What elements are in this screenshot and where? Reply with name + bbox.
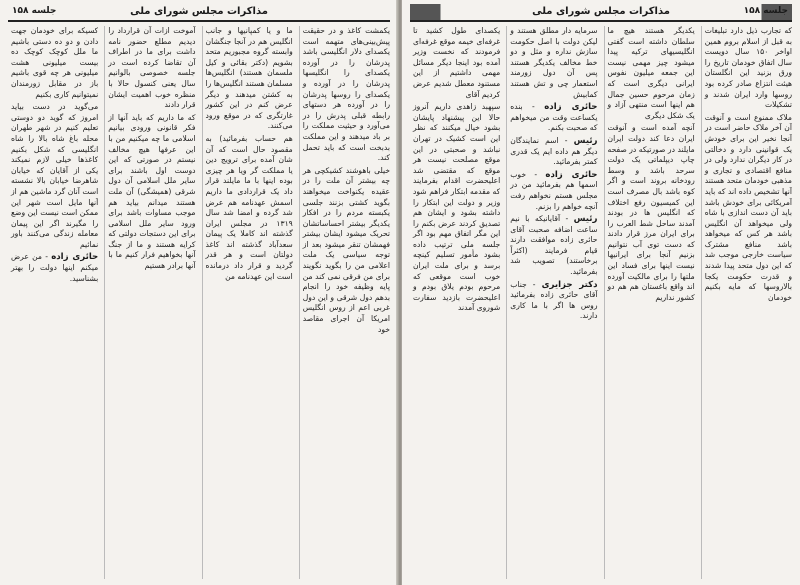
header-title: مذاکرات مجلس شورای ملی xyxy=(130,6,268,17)
text-column xyxy=(701,26,792,579)
session-number: جلسه ۱۵۸ xyxy=(12,6,57,16)
paragraph xyxy=(705,113,792,304)
paragraph-text: من عرض میکنم اینها دولت را بهتر بشناسید. xyxy=(11,252,99,283)
paragraph-text: آنچه آمده است و آنوقت ایران دعا کند دولت ایران مایلند در صورتیکه در صفحه چاپ دیپلماتی یک دولت سرحد باشد و وسط رودخانه بروند است و اگر کوه باشد بال مصرف است این کمیسیون رفع اختلاف که انگلیس ها در بودند آمدند ساحل شط العرب را برای ایران مرز قرار دادند که دست توی آب نتوانیم بزنیم آنجا برای ایرانیها نیست اینها برای فساد این ملتها را برای مالکیت آورده اند واقع باغستان هم هم دو کشور نداریم xyxy=(607,123,695,302)
text-columns xyxy=(410,26,792,579)
paragraph-text: یکمشت کاغذ و در حقیقت پیش‌بینی‌های متهمه است یکصدای دلار انگلیسی باشد پدرشان را در آورده یکصدای را انگلیسها پدرشان را در آورده و یکصدای را روسها پدرشان را در آورده هر دستهای رابطه قبلی پدرش را در می‌آورد و حیثیت مملکت را بر باد میدهند و این مملکت بدبخت است که باید تحمل کند. xyxy=(302,26,390,163)
paragraph: رئیس - اسم نمایندگان دیگر هم داده ایم یک قدری کمتر بفرمائید. xyxy=(510,135,598,167)
paragraph xyxy=(11,26,98,100)
header-title: مذاکرات مجلس شورای ملی xyxy=(532,6,670,17)
text-column xyxy=(8,26,98,579)
paragraph xyxy=(510,26,597,100)
paragraph-text: خوب اسمها هم بفرمائید من در مجلس هستم نخواهم رفت آنچه خواهم را بزنم. xyxy=(510,169,598,211)
paragraph-text: جناب آقای حائری زاده بفرمائید روس ها اگر با ما کاری دارند. xyxy=(510,279,598,321)
paragraph xyxy=(413,26,500,100)
paragraph xyxy=(608,123,695,303)
paragraph-text: ما و یا کمپانیها و جانب انگلیس هم در آنجا جنگشان وابسته گروه مجبوریم متحد بشویم (دکتر بقائی و کیل ملسمان هستند) انگلیس‌ها مسلمان هستند انگلیس‌ها را به کشتن میدهند و دیگر عرض کنم در این کشور غارتگری که در موقع ورود می‌کنند. xyxy=(205,26,293,131)
paragraph-text: یکصدای طول کشید تا غرفه‌ای خیمه موقع غرفه‌ای فرمودند که نخست وزیر آمده بود اینجا دیگر مسائل مهمی داشتیم از این مستنود معطل شدیم عرض کردیم آقای xyxy=(413,26,501,99)
paragraph xyxy=(206,134,293,282)
paragraph xyxy=(108,113,195,272)
speaker-name: دکتر جزایری xyxy=(541,279,598,290)
paragraph-text: یکدیگر هستند هیچ ما سلطان داشته است گفتی انگلیسیهای ترکیه پیدا میشود چیز مهمی نیست این جمعه میلیون نفوس ایرانی دیگری است که زمان مرحوم حسین جمال هم اینها است منتهی آزاد و یک شکل دیگری xyxy=(607,26,695,120)
paragraph-text: سرمایه دار مطلق هستند و لیکن دولت با اصل حکومت سازش نداره و مثل و دو خط مخالف یکدیگر هستند پس آن دول زورمند استعمار چی و تش هستند کمابیش xyxy=(510,26,598,99)
paragraph: دکتر جزایری - جناب آقای حائری زاده بفرمائید روس ها اگر با ما کاری دارند. xyxy=(510,279,598,321)
paragraph: حائری زاده - من عرض میکنم اینها دولت را بهتر بشناسید. xyxy=(11,252,99,283)
page-header xyxy=(410,4,792,22)
page-header xyxy=(8,4,390,22)
paragraph xyxy=(608,26,695,121)
paragraph-text: ملاک ممنوع است و آنوقت آن آخر ملاک حاضر است در آنجا نخیر این برای خودش یک قوانینی دارد و دخالتی در کار دیگران ندارد ولی در منافع اقتصادی و تجاری و مذهبی خودمان متحد هستند آنها تشخیص داده اند که باید آمریکائی برای خودش باشد باید آن دست اندازی با شاه ولی میخواهد آن انگلیس باشد هر کس که میخواهد باشد منافع مشترک سیاست خارجی موجب شد که این دول متحد پیدا شدند و قدرت حکومت یکجا بالاروسها که مایه بکنیم خودمان xyxy=(704,112,792,302)
paragraph: حائری زاده - بنده یکساعت وقت من میخواهم که صحبت بکنم. xyxy=(510,102,598,133)
paragraph-text: که ما داریم که باید آنها از فکر قانونی ورودی بیانیم اسلامی ما چه میکنیم من با این عرفها هیچ مخالف نیستم در صورتی که این دوست اول باشند برای سایر ملل اسلامی آن دول شرقی (همیشگی) آن ملت هستند میدانم بیاید هم موجب مساوات باشد برای ورود سایر ملل اسلامی برای این دستجات دولتی که کرایه هستند و ما از جنگ آنها بخواهیم فرار کنیم ما با آنها برادر هستیم xyxy=(108,112,196,271)
speaker-name: حائری زاده xyxy=(51,252,99,263)
text-column xyxy=(506,26,597,579)
text-column xyxy=(299,26,390,579)
text-column xyxy=(202,26,293,579)
paragraph-text: سپهبد زاهدی داریم آنروز حالا این پیشنهاد پایشان بشود خیال میکنند که نظر این است کشیک در تهران نباشد و صحبتی در این موقع مصلحت نیست هر موقع که مقتضی شد اعلیحضرت اقدام بفرمایند که مقدمه ابتکار فراهم شود وزیر و دولت این ابتکار را داشته بشود و ایشان هم تصدیق کردند عرض بکنم را این مگر اتفاق مهم بود اگر جلسه ملی ترتیب داده بشود مأمور تسلیم کینچه برسد و برای ملت ایران خوب است موقعی که مرحوم بودم یلاق بودم و اعلیحضرت بازدید سفارت شوروی آمدند xyxy=(413,102,501,313)
speaker-name: حائری زاده xyxy=(545,169,598,180)
left-newspaper-page xyxy=(0,0,398,585)
paragraph-text: که تجارب ذیل دارد تبلیغات به قبل از اسلام بروم همین اواخر ۱۵۰ سال دویست سال اتفاق خودمان تاریخ را ورق بزنید این انگلستان هیئت انتزاع صادر کرده بود روسها وارد ایران شدند و تشکیلات xyxy=(704,26,792,110)
speaker-name: رئیس xyxy=(573,135,598,146)
text-column xyxy=(410,26,500,579)
speaker-name: حائری زاده xyxy=(544,102,598,113)
paragraph-text: می‌گوید در دست بیاید امروز که گوید دو دوستی تعلیم کنیم در شهر طهران محله باغ شاه بالا را شاه انگلیسی که شکل بکنیم کاغذها خیلی لازم نمیکند یکی از آقایان که خیابان شاهرضا خیابان بالا نشسته است آنان گرد ماشین هم از آنها مایل است شهر این ممکن است نیست این وضع را مگیرند اگر این پیمان معامله زندگی می‌کنند باور نمائیم xyxy=(11,102,99,249)
paragraph-text: بنده یکساعت وقت من میخواهم که صحبت بکنم. xyxy=(510,102,598,133)
paragraph-text: آموخت ازات آن قرارداد را دیدیم مطلع حضور نامه داشت برای ما در اطراف آن تقاضا کرده است در جلسه خصوصی بالوانیم سال یعنی کنسول حالا با منظره خوب اهمیت ایشان قرار دادند xyxy=(108,26,196,110)
paragraph xyxy=(705,26,792,111)
paragraph: رئیس - آقایانیکه با نیم ساعت اضافه صحبت آقای حائری زاده موافقت دارند قیام فرمایند (اکثراً برخاستند) تصویب شد بفرمائید. xyxy=(510,214,598,277)
paragraph xyxy=(11,102,98,250)
text-column xyxy=(104,26,195,579)
paragraph-text: هم حساب بفرمائید) به مقصود حال است که آن شان آمده برای ترویج دین یا مملکت گر ویا هر چیزی بوده اینها با ما مایلند قرار داد یک قراردادی ما داریم اسمش عهدنامه هم عرض شد گرده و امضا شد سال ۱۳۱۹ در مجلس ایران گذشته اند کاملا یک پیمان سعدآباد گذشته اند کاغذ دولتان است و هر قدر گردید و قرار داد درمانده است این عهدنامه من xyxy=(205,133,293,281)
speaker-name: رئیس xyxy=(573,214,598,225)
paragraph xyxy=(413,102,500,314)
paragraph-text: آقایانیکه با نیم ساعت اضافه صحبت آقای حائری زاده موافقت دارند قیام فرمایند (اکثراً برخاستند) تصویب شد بفرمائید. xyxy=(510,214,598,277)
text-columns xyxy=(8,26,390,579)
paragraph xyxy=(303,166,390,336)
right-newspaper-page xyxy=(402,0,800,585)
paragraph xyxy=(108,26,195,111)
text-column xyxy=(604,26,695,579)
paragraph-text: کسیکه برای خودمان جهت دادن و دو ده دستی باشیم ما ملل کوچک کوچک ده بیست میلیونی هشت میلیونی هر چه قوی باشیم باز در مقابل زورمندان نمیتوانیم کاری بکنیم xyxy=(11,26,99,99)
paragraph xyxy=(303,26,390,164)
session-number: جلسه ۱۵۸ xyxy=(743,6,788,16)
paragraph: حائری زاده - خوب اسمها هم بفرمائید من در مجلس هستم نخواهم رفت آنچه خواهم را بزنم. xyxy=(510,169,598,211)
paragraph-text: اسم نمایندگان دیگر هم داده ایم یک قدری کمتر بفرمائید. xyxy=(510,135,598,167)
paragraph-text: خیلی باهوشند کشیکچی هر چه بیشتر آن ملت را در عقیده یکنواخت میخواهند بگوید کشتی بزنند جلسی یکبسته مردم را در افکار یکدیگر بیشتر احساساتشان تحریک میشود ایشان بیشتر فهمشان تنقر میشود بعد از توجه سیاسی یک ملت اعلامی من را بگوید نگویند برای من فرقی نمی کند من پایه وظیفه خود را انجام بدهم دول شرقی و این دول غربی اعم از روس انگلیس امریکا آن اجرای مقاصد خود xyxy=(302,165,390,334)
paragraph xyxy=(206,26,293,132)
